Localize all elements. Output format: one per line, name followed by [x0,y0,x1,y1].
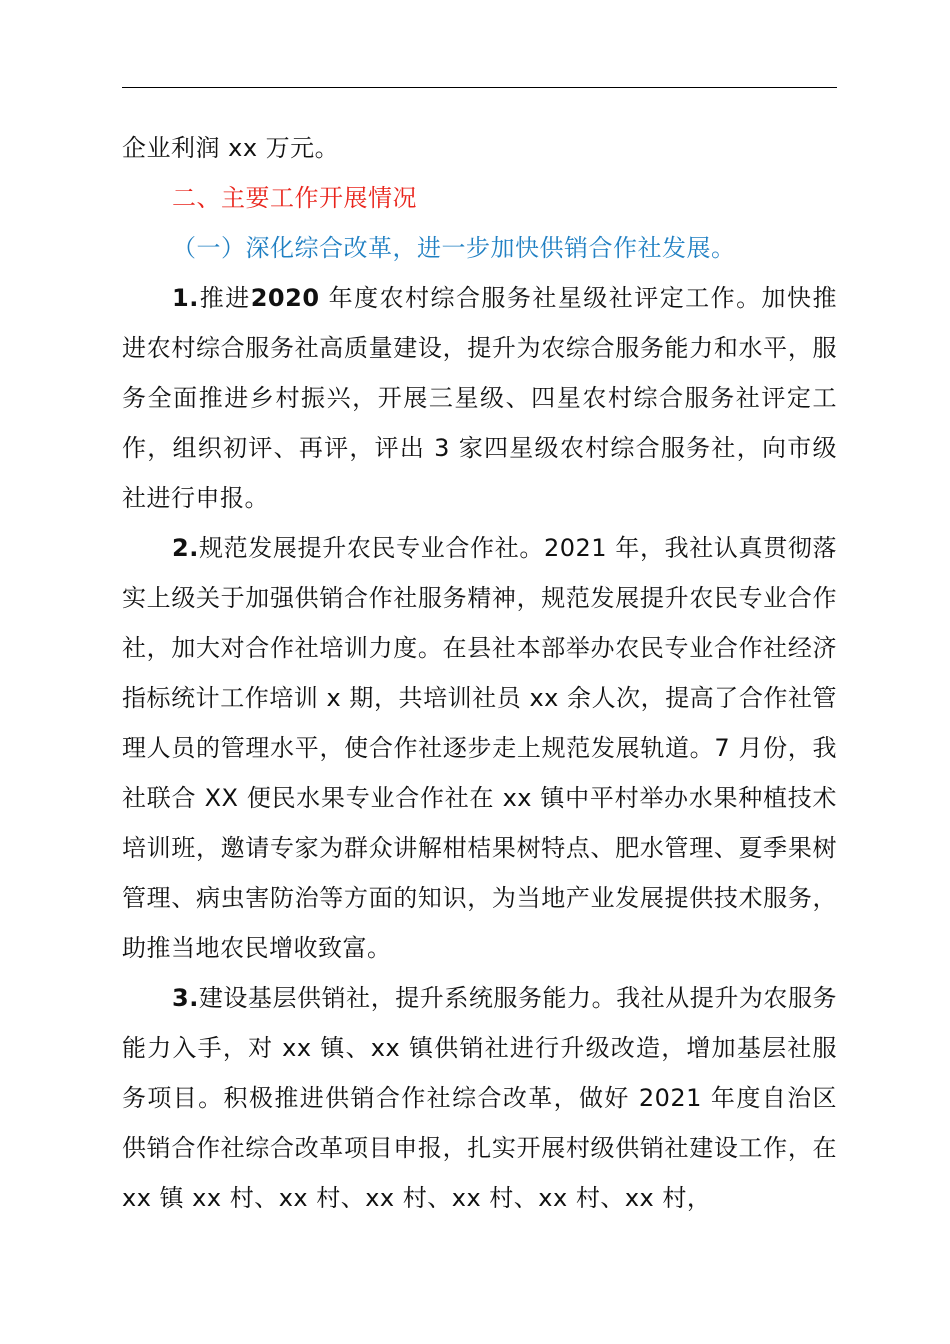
section-heading: 二、主要工作开展情况 [172,184,417,212]
item-number-3: 3. [172,984,199,1012]
item-paragraph-1 [122,273,837,523]
item-number-1: 1. [172,284,199,312]
item-number-2: 2. [172,534,199,562]
item-paragraph-3 [122,973,837,1223]
item-text-2: 规范发展提升农民专业合作社。2021 年，我社认真贯彻落实上级关于加强供销合作社服务精神，规范发展提升农民专业合作社，加大对合作社培训力度。在县社本部举办农民专业合作社经济指标统计工作培训 x 期，共培训社员 xx 余人次，提高了合作社管理人员的管理水平，使合作社逐步走上规范发展轨道。7 月份，我社联合 XX 便民水果专业合作社在 xx 镇中平村举办水果种植技术培训班，邀请专家为群众讲解柑桔果树特点、肥水管理、夏季果树管理、病虫害防治等方面的知识，为当地产业发展提供技术服务，助推当地农民增收致富。 [122,534,837,962]
item-text-1a: 推进 [198,284,251,312]
intro-paragraph: 企业利润 xx 万元。 [122,134,340,162]
item-text-3: 建设基层供销社，提升系统服务能力。我社从提升为农服务能力入手，对 xx 镇、xx 镇供销社进行升级改造，增加基层社服务项目。积极推进供销合作社综合改革，做好 2021 年度自治区供销合作社综合改革项目申报，扎实开展村级供销社建设工作，在 xx 镇 xx 村、xx 村、xx 村、xx 村、xx 村、xx 村， [122,984,837,1212]
header-rule [122,87,837,88]
document-body [122,123,837,1223]
subsection-heading: （一）深化综合改革，进一步加快供销合作社发展。 [172,234,736,262]
item-paragraph-2 [122,523,837,973]
item-year-1: 2020 [250,284,320,312]
item-text-1b: 年度农村综合服务社星级社评定工作。加快推进农村综合服务社高质量建设，提升为农综合服务能力和水平，服务全面推进乡村振兴，开展三星级、四星农村综合服务社评定工作，组织初评、再评，评出 3 家四星级农村综合服务社，向市级社进行申报。 [122,284,837,512]
